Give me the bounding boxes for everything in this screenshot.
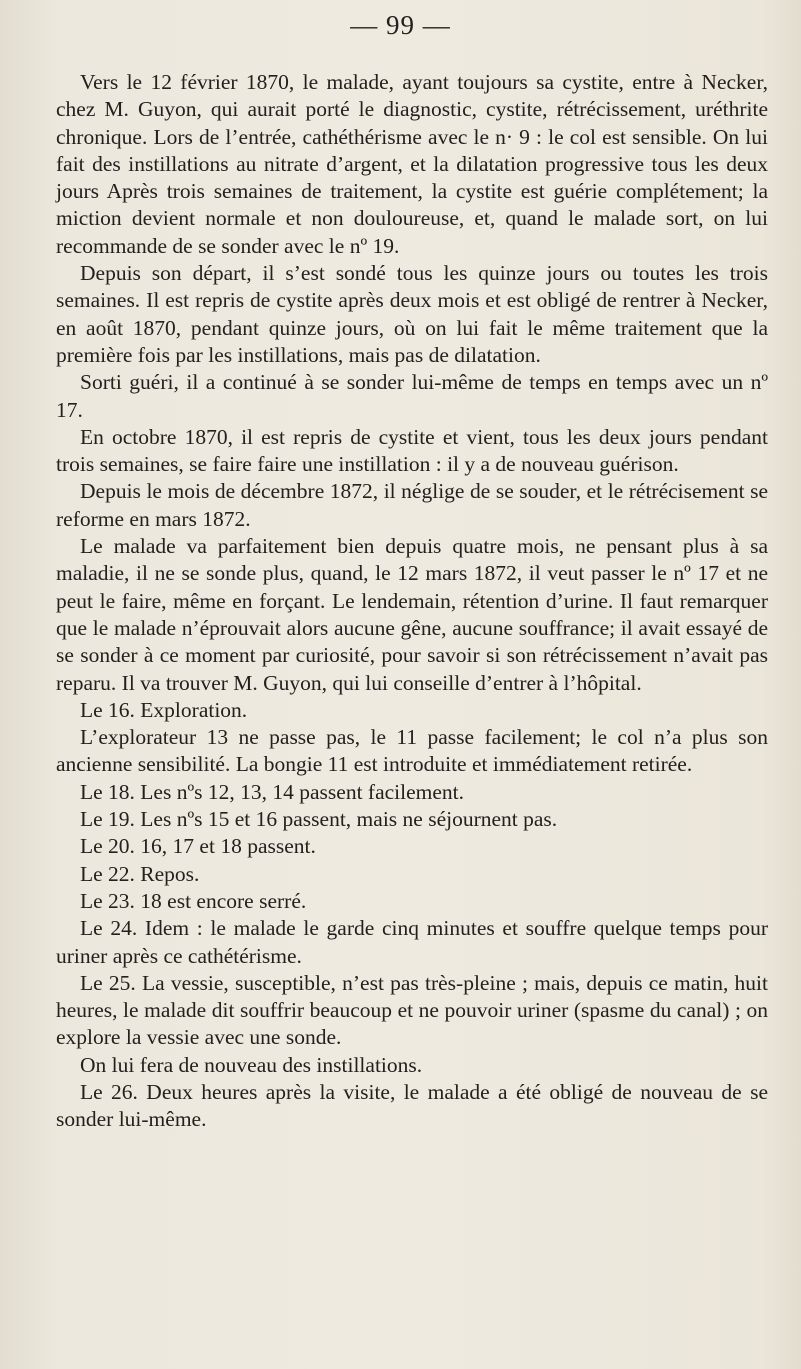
body-text xyxy=(56,69,768,1134)
paragraph: Le 19. Les nºs 15 et 16 passent, mais ne séjournent pas. xyxy=(80,807,558,832)
paragraph: Le malade va parfaitement bien depuis quatre mois, ne pensant plus à sa maladie, il ne se sonde plus, quand, le 12 mars 1872, il veut passer le nº 17 et ne peut le faire, même en forçant. Le lendemain, rétention d’urine. Il faut remarquer que le malade n’éprouvait alors aucune gêne, aucune souffrance; il avait essayé de se sonder à ce moment par curiosité, pour savoir si son rétrécissement n’avait pas reparu. Il va trouver M. Guyon, qui lui conseille d’entrer à l’hôpital. xyxy=(56,534,768,695)
paragraph: Le 22. Repos. xyxy=(80,861,200,886)
paragraph: Le 26. Deux heures après la visite, le malade a été obligé de nouveau de se sonder lui-même. xyxy=(56,1079,768,1132)
paragraph: Vers le 12 février 1870, le malade, ayant toujours sa cystite, entre à Necker, chez M. Guyon, qui aurait porté le diagnostic, cystite, rétrécissement, uréthrite chronique. Lors de l’entrée, cathéthérisme avec le n· 9 : le col est sensible. On lui fait des instillations au nitrate d’argent, et la dilatation progressive tous les deux jours Après trois semaines de traitement, la cystite est guérie complétement; la miction devient normale et non douloureuse, et, quand le malade sort, on lui recommande de se sonder avec le nº 19. xyxy=(56,70,768,258)
paragraph: Le 25. La vessie, susceptible, n’est pas très-pleine ; mais, depuis ce matin, huit heures, le malade dit souffrir beaucoup et ne pouvoir uriner (spasme du canal) ; on explore la vessie avec une sonde. xyxy=(56,970,768,1050)
page-number: — 99 — xyxy=(350,10,451,40)
paragraph: Le 16. Exploration. xyxy=(80,697,248,722)
paragraph: On lui fera de nouveau des instillations. xyxy=(80,1052,423,1077)
paragraph: Le 20. 16, 17 et 18 passent. xyxy=(80,834,316,859)
paragraph: L’explorateur 13 ne passe pas, le 11 passe facilement; le col n’a plus son ancienne sensibilité. La bongie 11 est introduite et immédiatement retirée. xyxy=(56,725,768,777)
paragraph: Depuis son départ, il s’est sondé tous les quinze jours ou toutes les trois semaines. Il est repris de cystite après deux mois et est obligé de rentrer à Necker, en août 1870, pendant quinze jours, où on lui fait le même traitement que la première fois par les instillations, mais pas de dilatation. xyxy=(56,261,768,367)
paragraph: Le 23. 18 est encore serré. xyxy=(80,888,307,913)
paragraph: En octobre 1870, il est repris de cystite et vient, tous les deux jours pendant trois semaines, se faire faire une instillation : il y a de nouveau guérison. xyxy=(56,424,768,477)
paragraph: Le 18. Les nºs 12, 13, 14 passent facilement. xyxy=(80,779,465,804)
paragraph: Le 24. Idem : le malade le garde cinq minutes et souffre quelque temps pour uriner après ce cathétérisme. xyxy=(56,916,768,968)
paragraph: Sorti guéri, il a continué à se sonder lui-même de temps en temps avec un nº 17. xyxy=(56,370,768,422)
paragraph: Depuis le mois de décembre 1872, il néglige de se souder, et le rétrécisement se reforme en mars 1872. xyxy=(56,479,768,531)
